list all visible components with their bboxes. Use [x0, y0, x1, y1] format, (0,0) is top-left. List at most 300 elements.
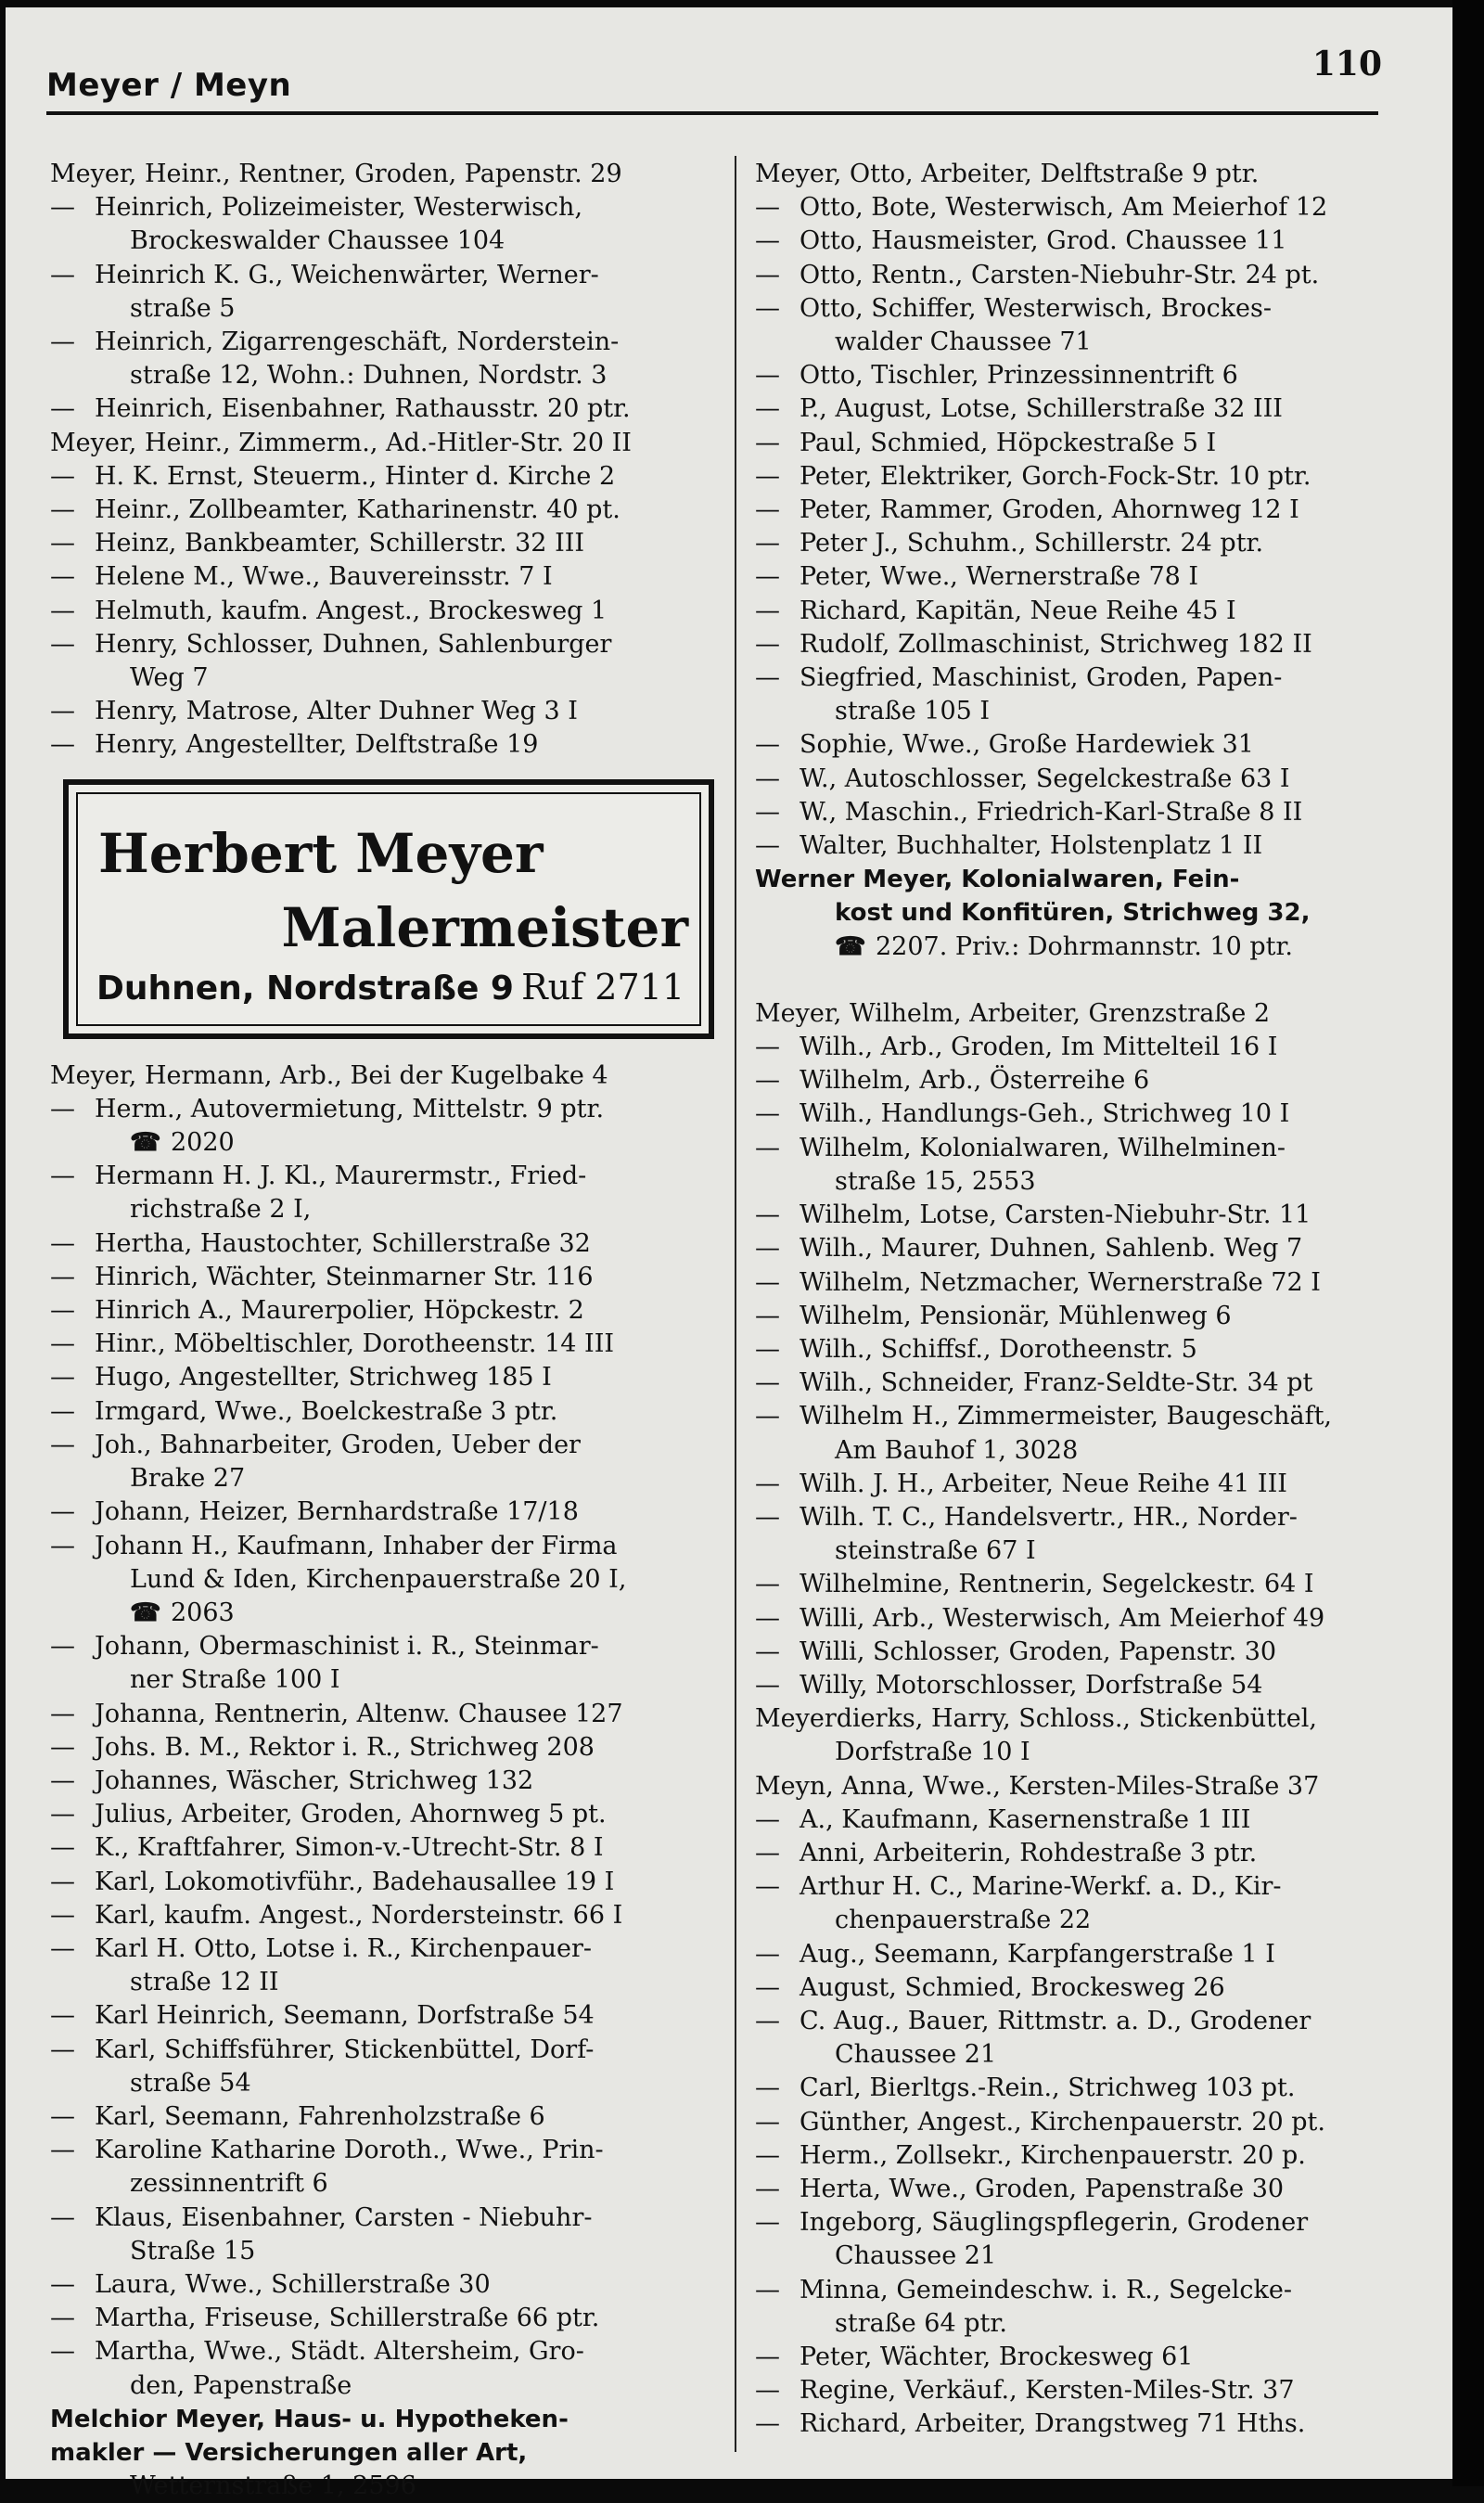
directory-entry-line [755, 1568, 1414, 1601]
ditto-dash: — [755, 193, 780, 223]
entry-text: Carl, Bierltgs.-Rein., Strichweg 103 pt. [800, 2073, 1296, 2103]
directory-entry-line [50, 560, 727, 594]
entry-text: Hermann H. J. Kl., Maurermstr., Fried- [95, 1162, 587, 1191]
directory-entry-line [755, 158, 1414, 191]
ditto-dash: — [50, 2202, 75, 2232]
entry-text: Regine, Verkäuf., Kersten-Miles-Str. 37 [800, 2376, 1295, 2406]
entry-text: Willy, Motorschlosser, Dorfstraße 54 [800, 1670, 1263, 1700]
entry-text: Lund & Iden, Kirchenpauerstraße 20 I, [130, 1564, 627, 1594]
directory-entry-line [755, 1165, 1414, 1199]
ditto-dash: — [50, 1430, 75, 1459]
directory-entry-line [755, 2106, 1414, 2139]
ditto-dash: — [50, 1632, 75, 1662]
directory-entry-line [50, 2268, 727, 2302]
entry-text: Wilhelm, Pensionär, Mühlenweg 6 [800, 1301, 1232, 1330]
entry-text: Otto, Hausmeister, Grod. Chaussee 11 [800, 226, 1287, 256]
ditto-dash: — [755, 1402, 780, 1431]
left-top-entries [50, 158, 727, 763]
entry-text: Meyn, Anna, Wwe., Kersten-Miles-Straße 37 [755, 1771, 1320, 1801]
entry-text: Wilh., Handlungs-Geh., Strichweg 10 I [800, 1099, 1290, 1129]
entry-text: Sophie, Wwe., Große Hardewiek 31 [800, 730, 1254, 760]
ditto-dash: — [755, 1033, 780, 1062]
directory-entry-line [755, 1199, 1414, 1232]
entry-text: Heinrich, Eisenbahner, Rathausstr. 20 ptr. [95, 394, 631, 424]
ditto-dash: — [50, 730, 75, 760]
directory-entry-line [755, 1232, 1414, 1265]
ditto-dash: — [755, 1200, 780, 1230]
entry-text: Helene M., Wwe., Bauvereinsstr. 7 I [95, 562, 553, 592]
ditto-dash: — [755, 2073, 780, 2103]
entry-text: Siegfried, Maschinist, Groden, Papen- [800, 663, 1283, 693]
entry-text: Meyer, Otto, Arbeiter, Delftstraße 9 ptr. [755, 160, 1260, 188]
entry-text: Meyer, Wilhelm, Arbeiter, Grenzstraße 2 [755, 998, 1271, 1028]
ditto-dash: — [50, 1228, 75, 1258]
directory-entry-line [50, 292, 727, 326]
entry-text: Otto, Rentn., Carsten-Niebuhr-Str. 24 pt. [800, 260, 1320, 289]
entry-text: Wilh., Maurer, Duhnen, Sahlenb. Weg 7 [800, 1234, 1303, 1264]
directory-entry-line [755, 896, 1414, 930]
ditto-dash: — [50, 2304, 75, 2333]
directory-entry-line [50, 1932, 727, 1966]
entry-text: Julius, Arbeiter, Groden, Ahornweg 5 pt. [95, 1800, 607, 1829]
directory-entry-line [50, 1495, 727, 1529]
ditto-dash: — [755, 1804, 780, 1834]
directory-entry-line [50, 2302, 727, 2335]
directory-entry-line [755, 2374, 1414, 2407]
ditto-dash: — [755, 260, 780, 289]
entry-text: Johs. B. M., Rektor i. R., Strichweg 208 [95, 1732, 595, 1762]
header-rule [46, 111, 1378, 115]
entry-text: straße 12 II [130, 1968, 279, 1997]
ditto-dash: — [50, 529, 75, 558]
entry-text: K., Kraftfahrer, Simon-v.-Utrecht-Str. 8 I [95, 1833, 604, 1863]
entry-text: Johann, Heizer, Bernhardstraße 17/18 [95, 1497, 579, 1527]
directory-entry-line [755, 1064, 1414, 1097]
entry-text: H. K. Ernst, Steuerm., Hinter d. Kirche 2 [95, 461, 616, 491]
ditto-dash: — [755, 1502, 780, 1532]
ditto-dash: — [755, 562, 780, 592]
ditto-dash: — [50, 1497, 75, 1527]
entry-text: Herta, Wwe., Groden, Papenstraße 30 [800, 2174, 1285, 2203]
page-header [46, 45, 1382, 109]
entry-text: Meyer, Heinr., Rentner, Groden, Papenstr. 29 [50, 160, 622, 188]
ditto-dash: — [755, 1234, 780, 1264]
ditto-dash: — [755, 1603, 780, 1633]
entry-text: straße 15, 2553 [835, 1166, 1036, 1196]
directory-entry-line [50, 1630, 727, 1663]
directory-entry-line [755, 1400, 1414, 1433]
ditto-dash: — [755, 1637, 780, 1666]
right-column [755, 158, 1414, 2442]
entry-text: Peter, Rammer, Groden, Ahornweg 12 I [800, 495, 1299, 525]
entry-text: Otto, Schiffer, Westerwisch, Brockes- [800, 293, 1273, 323]
ditto-dash: — [755, 2107, 780, 2137]
entry-text: Günther, Angest., Kirchenpauerstr. 20 pt. [800, 2107, 1325, 2137]
entry-text: Heinrich, Zigarrengeschäft, Norderstein- [95, 327, 620, 357]
directory-entry-line [755, 931, 1414, 964]
ad-phone: Ruf 2711 [521, 966, 684, 1008]
directory-entry-line [50, 1663, 727, 1697]
entry-text: Henry, Angestellter, Delftstraße 19 [95, 730, 539, 760]
directory-entry-line [755, 1534, 1414, 1568]
entry-text: Richard, Kapitän, Neue Reihe 45 I [800, 596, 1236, 625]
ditto-dash: — [755, 1066, 780, 1096]
ditto-dash: — [50, 1363, 75, 1393]
ditto-dash: — [50, 2337, 75, 2367]
ditto-dash: — [755, 596, 780, 625]
directory-entry-line [50, 427, 727, 460]
entry-text: Wilhelm, Arb., Österreihe 6 [800, 1066, 1150, 1096]
ditto-dash: — [755, 2343, 780, 2371]
right-entries [755, 158, 1414, 2442]
ditto-dash: — [755, 495, 780, 525]
directory-entry-line [755, 661, 1414, 695]
directory-entry-line [755, 1837, 1414, 1870]
entry-text: 2063 [171, 1598, 235, 1627]
advertisement-box [63, 779, 714, 1039]
entry-text: straße 54 [130, 2068, 251, 2098]
entry-text: chenpauerstraße 22 [835, 1906, 1092, 1935]
ditto-dash: — [50, 461, 75, 491]
entry-text: Otto, Tischler, Prinzessinnentrift 6 [800, 361, 1238, 391]
entry-text: Heinz, Bankbeamter, Schillerstr. 32 III [95, 529, 585, 558]
entry-text: Johann H., Kaufmann, Inhaber der Firma [95, 1531, 618, 1560]
entry-text: P., August, Lotse, Schillerstraße 32 III [800, 394, 1283, 424]
ditto-dash: — [755, 1838, 780, 1868]
directory-entry-line [755, 427, 1414, 460]
directory-entry-line [755, 829, 1414, 863]
directory-entry-line [755, 225, 1414, 258]
ditto-dash: — [755, 764, 780, 793]
entry-text: 2207. Priv.: Dohrmannstr. 10 ptr. [876, 931, 1293, 961]
directory-entry-line [50, 1193, 727, 1226]
directory-entry-line [755, 2341, 1414, 2374]
directory-entry-line [755, 2206, 1414, 2240]
ditto-dash: — [50, 1900, 75, 1930]
directory-entry-line [755, 2005, 1414, 2038]
ditto-dash: — [755, 2208, 780, 2238]
entry-text: Wilhelm, Kolonialwaren, Wilhelminen- [800, 1133, 1286, 1162]
directory-entry-line [50, 494, 727, 527]
telephone-icon: ☎ [835, 931, 866, 961]
entry-text: Anni, Arbeiterin, Rohdestraße 3 ptr. [800, 1838, 1258, 1868]
ditto-dash: — [755, 629, 780, 659]
entry-text: ner Straße 100 I [130, 1665, 340, 1695]
directory-entry-line [755, 1097, 1414, 1131]
book-spine-edge [1452, 0, 1484, 2486]
entry-text: straße 5 [130, 293, 236, 323]
directory-entry-line [50, 2167, 727, 2201]
directory-entry-line [755, 2139, 1414, 2173]
directory-entry-line [755, 1468, 1414, 1501]
ditto-dash: — [50, 495, 75, 525]
entry-text: Laura, Wwe., Schillerstraße 30 [95, 2269, 491, 2299]
entry-text: Hinr., Möbeltischler, Dorotheenstr. 14 III [95, 1329, 615, 1359]
directory-entry-line [50, 1530, 727, 1563]
ditto-dash: — [755, 730, 780, 760]
directory-entry-line [755, 763, 1414, 796]
directory-entry-line [755, 1904, 1414, 1937]
directory-entry-line [50, 359, 727, 392]
directory-entry-line [755, 494, 1414, 527]
directory-entry-line [50, 460, 727, 494]
directory-entry-line [50, 2067, 727, 2100]
directory-entry-line [755, 1870, 1414, 1904]
directory-entry-line [50, 595, 727, 628]
directory-entry-line [50, 1328, 727, 1361]
entry-text: Karl, Schiffsführer, Stickenbüttel, Dorf- [95, 2034, 595, 2064]
directory-entry-line [755, 997, 1414, 1031]
advertisement-inner-frame [76, 792, 701, 1026]
directory-entry-line [50, 1765, 727, 1798]
entry-text: C. Aug., Bauer, Rittmstr. a. D., Grodener [800, 2006, 1311, 2035]
directory-entry-line [50, 1866, 727, 1899]
directory-entry-line [755, 1031, 1414, 1064]
directory-entry-line [755, 796, 1414, 829]
entry-text: Martha, Wwe., Städt. Altersheim, Gro- [95, 2337, 584, 2367]
directory-entry-line [755, 1971, 1414, 2005]
directory-entry-line [50, 1395, 727, 1429]
entry-text: walder Chaussee 71 [835, 327, 1092, 357]
entry-text: Hertha, Haustochter, Schillerstraße 32 [95, 1228, 591, 1258]
directory-entry-line [50, 2134, 727, 2167]
entry-text: Heinr., Zollbeamter, Katharinenstr. 40 pt. [95, 495, 620, 525]
directory-entry-line [50, 728, 727, 762]
ditto-dash: — [755, 831, 780, 861]
ditto-dash: — [50, 596, 75, 625]
directory-entry-line [50, 1227, 727, 1261]
entry-text: Hinrich A., Maurerpolier, Höpckestr. 2 [95, 1296, 584, 1326]
directory-entry-line [50, 2403, 727, 2436]
directory-entry-line [50, 2034, 727, 2067]
directory-entry-line [755, 1636, 1414, 1669]
ditto-dash: — [50, 1699, 75, 1728]
entry-text: W., Maschin., Friedrich-Karl-Straße 8 II [800, 797, 1303, 827]
directory-entry-line [50, 158, 727, 191]
directory-entry-line [50, 191, 727, 225]
entry-text: Peter, Wächter, Brockesweg 61 [800, 2343, 1194, 2371]
entry-text: Wilh. T. C., Handelsvertr., HR., Norder- [800, 1502, 1298, 1532]
directory-entry-line [755, 326, 1414, 359]
ditto-dash: — [755, 1267, 780, 1297]
directory-entry-line [755, 628, 1414, 661]
left-column [50, 158, 727, 2503]
directory-page [6, 7, 1452, 2501]
entry-text: Wilhelm, Lotse, Carsten-Niebuhr-Str. 11 [800, 1200, 1311, 1230]
ditto-dash: — [755, 461, 780, 491]
entry-text: W., Autoschlosser, Segelckestraße 63 I [800, 764, 1290, 793]
ditto-dash: — [50, 1396, 75, 1426]
directory-entry-line [50, 1429, 727, 1462]
ditto-dash: — [755, 2140, 780, 2170]
directory-entry-line [755, 191, 1414, 225]
ditto-dash: — [50, 193, 75, 223]
directory-entry-line [50, 225, 727, 258]
ditto-dash: — [50, 1833, 75, 1863]
ditto-dash: — [755, 1972, 780, 2002]
directory-entry-line [755, 2173, 1414, 2206]
directory-entry-line [50, 259, 727, 292]
directory-entry-line [755, 2240, 1414, 2273]
entry-text: Melchior Meyer, Haus- u. Hypotheken- [50, 2405, 569, 2433]
entry-text: steinstraße 67 I [835, 1536, 1036, 1566]
ditto-dash: — [50, 1296, 75, 1326]
directory-entry-line [50, 1294, 727, 1328]
entry-text: August, Schmied, Brockesweg 26 [800, 1972, 1225, 2002]
directory-entry-line [50, 1563, 727, 1597]
ditto-dash: — [755, 1334, 780, 1364]
entry-text: Karl Heinrich, Seemann, Dorfstraße 54 [95, 2001, 595, 2031]
directory-entry-line [755, 1333, 1414, 1367]
directory-entry-line [50, 695, 727, 728]
entry-text: Martha, Friseuse, Schillerstraße 66 ptr. [95, 2304, 600, 2333]
entry-text: Karl, Lokomotivführ., Badehausallee 19 I [95, 1867, 615, 1896]
entry-text: Herm., Autovermietung, Mittelstr. 9 ptr. [95, 1094, 605, 1123]
ditto-dash: — [50, 260, 75, 289]
directory-entry-line [50, 2201, 727, 2235]
directory-entry-line [50, 2335, 727, 2368]
ditto-dash: — [755, 2006, 780, 2035]
entry-text: Wilh., Schneider, Franz-Seldte-Str. 34 pt [800, 1368, 1313, 1398]
entry-text: Karl H. Otto, Lotse i. R., Kirchenpauer- [95, 1933, 593, 1963]
entry-text: Johanna, Rentnerin, Altenw. Chausee 127 [95, 1699, 623, 1728]
entry-text: Peter, Wwe., Wernerstraße 78 I [800, 562, 1199, 592]
ditto-dash: — [755, 1570, 780, 1599]
directory-entry-line [50, 1831, 727, 1865]
entry-text: A., Kaufmann, Kasernenstraße 1 III [800, 1804, 1251, 1834]
entry-text: Meyer, Hermann, Arb., Bei der Kugelbake 4 [50, 1060, 608, 1090]
entry-text: Wilhelm H., Zimmermeister, Baugeschäft, [800, 1402, 1333, 1431]
directory-entry-line [50, 1261, 727, 1294]
ditto-dash: — [755, 2409, 780, 2439]
entry-text: Joh., Bahnarbeiter, Groden, Ueber der [95, 1430, 581, 1459]
ditto-dash: — [755, 428, 780, 457]
directory-entry-line [50, 1899, 727, 1932]
ditto-dash: — [50, 1329, 75, 1359]
directory-entry-line [755, 392, 1414, 426]
ditto-dash: — [50, 1531, 75, 1560]
entry-text: Chaussee 21 [835, 2040, 997, 2070]
directory-entry-line [50, 326, 727, 359]
entry-text: Walter, Buchhalter, Holstenplatz 1 II [800, 831, 1263, 861]
ditto-dash: — [755, 1939, 780, 1969]
directory-entry-line [755, 1132, 1414, 1165]
directory-entry-line [50, 527, 727, 560]
entry-text: Rudolf, Zollmaschinist, Strichweg 182 II [800, 629, 1312, 659]
directory-entry-line [755, 1501, 1414, 1534]
ditto-dash: — [50, 2101, 75, 2131]
directory-entry-line [50, 2436, 727, 2470]
entry-text: Weg 7 [130, 663, 209, 693]
ditto-dash: — [755, 2275, 780, 2304]
directory-entry-line [50, 2100, 727, 2134]
entry-text: Arthur H. C., Marine-Werkf. a. D., Kir- [800, 1872, 1282, 1902]
directory-entry-line [50, 1597, 727, 1630]
ditto-dash: — [50, 2136, 75, 2165]
ditto-dash: — [755, 1301, 780, 1330]
entry-text: Wilhelm, Netzmacher, Wernerstraße 72 I [800, 1267, 1321, 1297]
ditto-dash: — [755, 797, 780, 827]
directory-entry-line [755, 1803, 1414, 1837]
directory-entry-line [50, 392, 727, 426]
entry-text: den, Papenstraße [130, 2370, 352, 2400]
ditto-dash: — [755, 1133, 780, 1162]
ditto-dash: — [755, 1099, 780, 1129]
directory-entry-line [755, 1266, 1414, 1300]
directory-entry-line [755, 527, 1414, 560]
directory-entry-line [50, 1059, 727, 1093]
directory-entry-line [755, 1702, 1414, 1736]
entry-text: Karl, Seemann, Fahrenholzstraße 6 [95, 2101, 545, 2131]
ditto-dash: — [50, 1094, 75, 1123]
ditto-dash: — [755, 293, 780, 323]
ditto-dash: — [50, 1162, 75, 1191]
ditto-dash: — [755, 2174, 780, 2203]
directory-entry-line [755, 695, 1414, 728]
directory-entry-line [50, 1798, 727, 1831]
entry-text: Werner Meyer, Kolonialwaren, Fein- [755, 866, 1240, 894]
ditto-dash: — [755, 2376, 780, 2406]
ditto-dash: — [50, 562, 75, 592]
ad-profession: Malermeister [281, 895, 688, 959]
entry-text: Henry, Schlosser, Duhnen, Sahlenburger [95, 629, 612, 659]
directory-entry-line [755, 2072, 1414, 2105]
directory-entry-line [50, 661, 727, 695]
directory-entry-line [50, 2470, 727, 2503]
directory-entry-line [50, 1698, 727, 1731]
entry-text: Karl, kaufm. Angest., Nordersteinstr. 66 I [95, 1900, 623, 1930]
ditto-dash: — [50, 394, 75, 424]
entry-text: Paul, Schmied, Höpckestraße 5 I [800, 428, 1217, 457]
directory-entry-line [755, 1300, 1414, 1333]
entry-text: Minna, Gemeindeschw. i. R., Segelcke- [800, 2275, 1293, 2304]
entry-text: straße 105 I [835, 697, 991, 726]
ditto-dash: — [50, 327, 75, 357]
entry-text: Wilh., Arb., Groden, Im Mittelteil 16 I [800, 1033, 1278, 1062]
entry-text: 2020 [171, 1128, 235, 1158]
ditto-dash: — [755, 529, 780, 558]
directory-entry-line [755, 460, 1414, 494]
entry-text: Heinrich K. G., Weichenwärter, Werner- [95, 260, 599, 289]
directory-entry-line [755, 560, 1414, 594]
directory-entry-line [755, 863, 1414, 896]
ditto-dash: — [755, 1368, 780, 1398]
directory-entry-line [50, 1731, 727, 1765]
entry-text: Richard, Arbeiter, Drangstweg 71 Hths. [800, 2409, 1306, 2439]
directory-entry-line [755, 259, 1414, 292]
ditto-dash: — [50, 1262, 75, 1291]
directory-entry-line [755, 1434, 1414, 1468]
entry-text: Chaussee 21 [835, 2241, 997, 2271]
entry-text: Otto, Bote, Westerwisch, Am Meierhof 12 [800, 193, 1328, 223]
directory-entry-line [755, 2407, 1414, 2441]
entry-text: straße 12, Wohn.: Duhnen, Nordstr. 3 [130, 361, 608, 391]
page-number: 110 [1311, 45, 1382, 83]
directory-entry-line [50, 2235, 727, 2268]
entry-text: Willi, Schlosser, Groden, Papenstr. 30 [800, 1637, 1277, 1666]
ditto-dash: — [50, 2034, 75, 2064]
entry-text: Johann, Obermaschinist i. R., Steinmar- [95, 1632, 599, 1662]
left-bottom-entries [50, 1059, 727, 2503]
entry-text: zessinnentrift 6 [130, 2169, 328, 2199]
directory-entry-line [755, 1736, 1414, 1769]
directory-entry-line [755, 2307, 1414, 2341]
directory-entry-line [50, 1361, 727, 1394]
entry-text: Wetternstraße 1, 2596 [130, 2471, 416, 2501]
entry-text: straße 64 ptr. [835, 2308, 1007, 2338]
entry-text: richstraße 2 I, [130, 1195, 312, 1225]
ditto-dash: — [755, 226, 780, 256]
